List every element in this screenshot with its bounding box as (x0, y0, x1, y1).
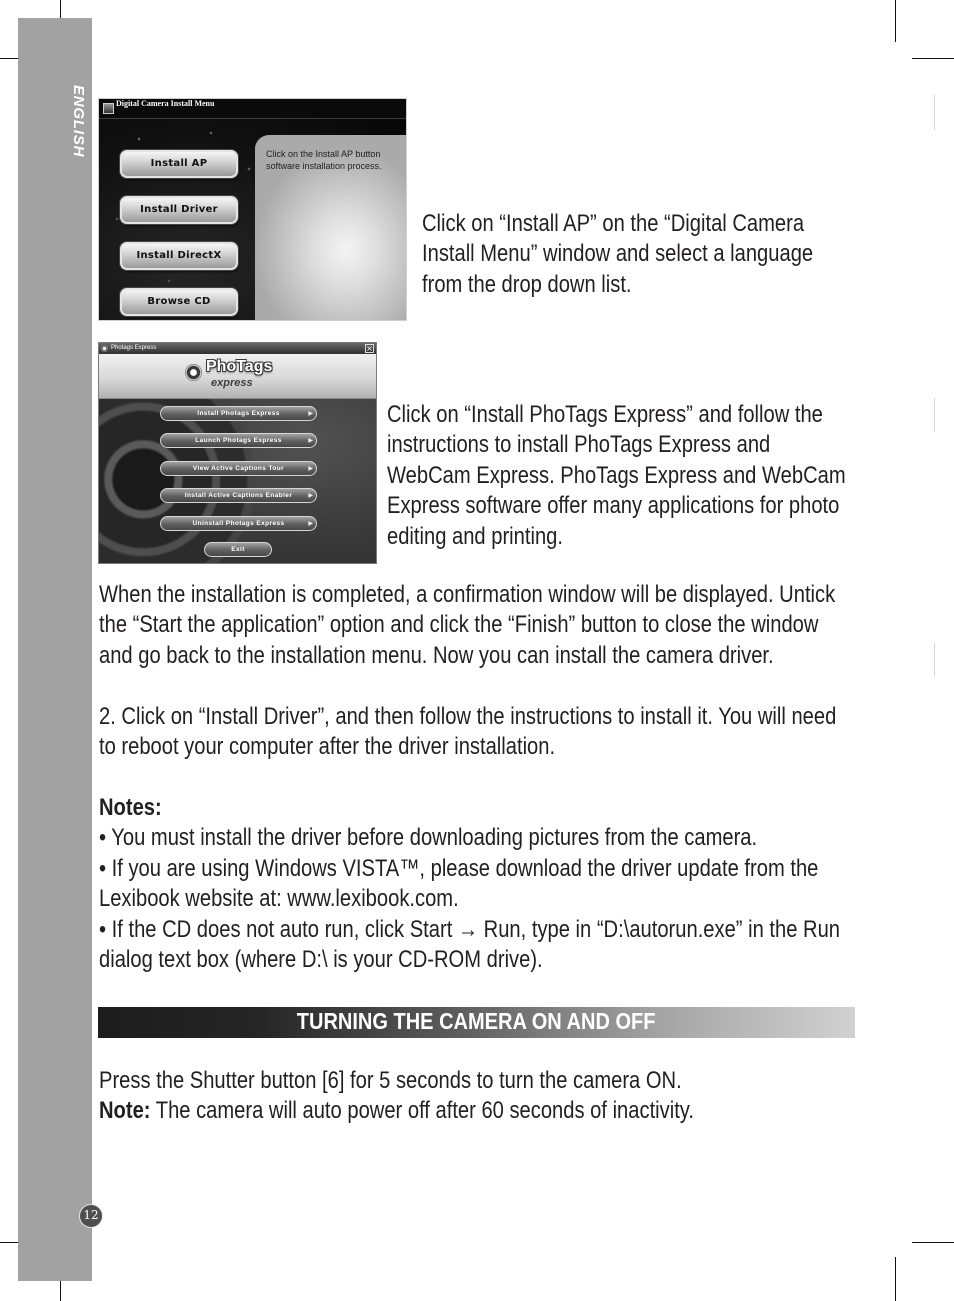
install-ap-instructions (422, 209, 813, 300)
hint-line: software installation process. (266, 161, 382, 171)
arrow-right-icon: ▶ (308, 465, 313, 472)
captions-enabler-button[interactable] (160, 488, 317, 503)
text-line: 2. Click on “Install Driver”, and then follow the instructions to install it. You will need (99, 703, 837, 730)
power-note (99, 1096, 694, 1126)
arrow-right-icon: ▶ (308, 492, 313, 499)
crop-mark (895, 0, 896, 42)
power-section-text (99, 1066, 694, 1127)
note-item: dialog text box (where D:\ is your CD-ROM drive). (99, 946, 543, 974)
button-label: View Active Captions Tour (192, 465, 285, 472)
install-photags-instructions (387, 400, 846, 552)
photags-title: Photags Express (111, 345, 157, 351)
arrow-right-icon: ▶ (308, 520, 313, 527)
text-line: Press the Shutter button [6] for 5 seconds to turn the camera ON. (99, 1067, 682, 1094)
browse-cd-button[interactable]: Browse CD (120, 288, 238, 316)
photags-logo-tagline: express (211, 377, 253, 389)
app-icon (103, 103, 114, 114)
notes-block (99, 793, 840, 975)
launch-photags-button[interactable] (160, 433, 317, 448)
install-driver-button[interactable]: Install Driver (120, 196, 238, 224)
confirmation-paragraph (99, 580, 835, 671)
note-item: • You must install the driver before downloading pictures from the camera. (99, 824, 758, 852)
button-label: Launch Photags Express (195, 437, 282, 444)
install-menu-titlebar (99, 99, 406, 119)
notes-heading: Notes: (99, 794, 162, 821)
registration-mark (934, 398, 935, 432)
text-line: to reboot your computer after the driver installation. (99, 733, 556, 761)
photags-titlebar (99, 343, 376, 354)
language-label: ENGLISH (70, 85, 87, 158)
text-line: from the drop down list. (422, 270, 632, 298)
uninstall-photags-button[interactable] (160, 516, 317, 531)
note-label: Note: (99, 1097, 151, 1125)
registration-mark (934, 95, 935, 130)
button-label: Install Active Captions Enabler (184, 492, 293, 499)
text-line: WebCam Express. PhoTags Express and WebCam (387, 461, 846, 489)
text-line: the “Start the application” option and click the “Finish” button to close the window (99, 611, 819, 639)
note-item: • If the CD does not auto run, click Start → Run, type in “D:\autorun.exe” in the Run (99, 915, 841, 943)
photags-screenshot (98, 342, 377, 564)
photags-header (99, 354, 376, 399)
close-button[interactable]: × (366, 344, 373, 353)
install-directx-button[interactable]: Install DirectX (120, 242, 238, 270)
text-line: editing and printing. (387, 522, 563, 550)
install-ap-button[interactable]: Install AP (120, 150, 238, 178)
install-driver-paragraph (99, 702, 836, 763)
section-heading: TURNING THE CAMERA ON AND OFF (297, 1007, 656, 1034)
text-line: Click on “Install AP” on the “Digital Camera (422, 210, 805, 237)
exit-button[interactable]: Exit (204, 542, 272, 557)
arrow-right-icon: ▶ (308, 437, 313, 444)
install-photags-button[interactable] (160, 406, 317, 421)
text-line: instructions to install PhoTags Express and (387, 431, 771, 459)
crop-mark (912, 58, 954, 59)
crop-mark (912, 1242, 954, 1243)
section-heading-bar (98, 1007, 855, 1038)
crop-mark (895, 1257, 896, 1301)
photags-app-icon (101, 345, 108, 352)
captions-tour-button[interactable] (160, 461, 317, 476)
arrow-right-icon: ▶ (308, 410, 313, 417)
install-menu-info-panel (255, 135, 406, 320)
note-item: • If you are using Windows VISTA™, please download the driver update from the (99, 854, 819, 882)
button-label: Uninstall Photags Express (192, 520, 285, 527)
text-line: Install Menu” window and select a language (422, 240, 814, 268)
button-label: Install Photags Express (197, 410, 280, 417)
install-menu-hint (266, 148, 382, 172)
install-menu-title: Digital Camera Install Menu (116, 99, 215, 108)
language-sidebar (18, 18, 92, 1281)
text-line: Express software offer many applications for photo (387, 492, 840, 520)
photags-logo-icon (185, 364, 202, 381)
hint-line: Click on the Install AP button (266, 149, 381, 159)
install-menu-screenshot (98, 98, 407, 321)
registration-mark (934, 643, 935, 676)
text-line: and go back to the installation menu. Now you can install the camera driver. (99, 641, 774, 669)
page-number: 12 (79, 1204, 103, 1228)
note-text: The camera will auto power off after 60 seconds of inactivity. (155, 1097, 694, 1125)
photags-logo-name: PhoTags (206, 358, 273, 375)
text-line: When the installation is completed, a confirmation window will be displayed. Untick (99, 581, 836, 608)
text-line: Click on “Install PhoTags Express” and follow the (387, 401, 823, 428)
note-item: Lexibook website at: www.lexibook.com. (99, 885, 459, 913)
